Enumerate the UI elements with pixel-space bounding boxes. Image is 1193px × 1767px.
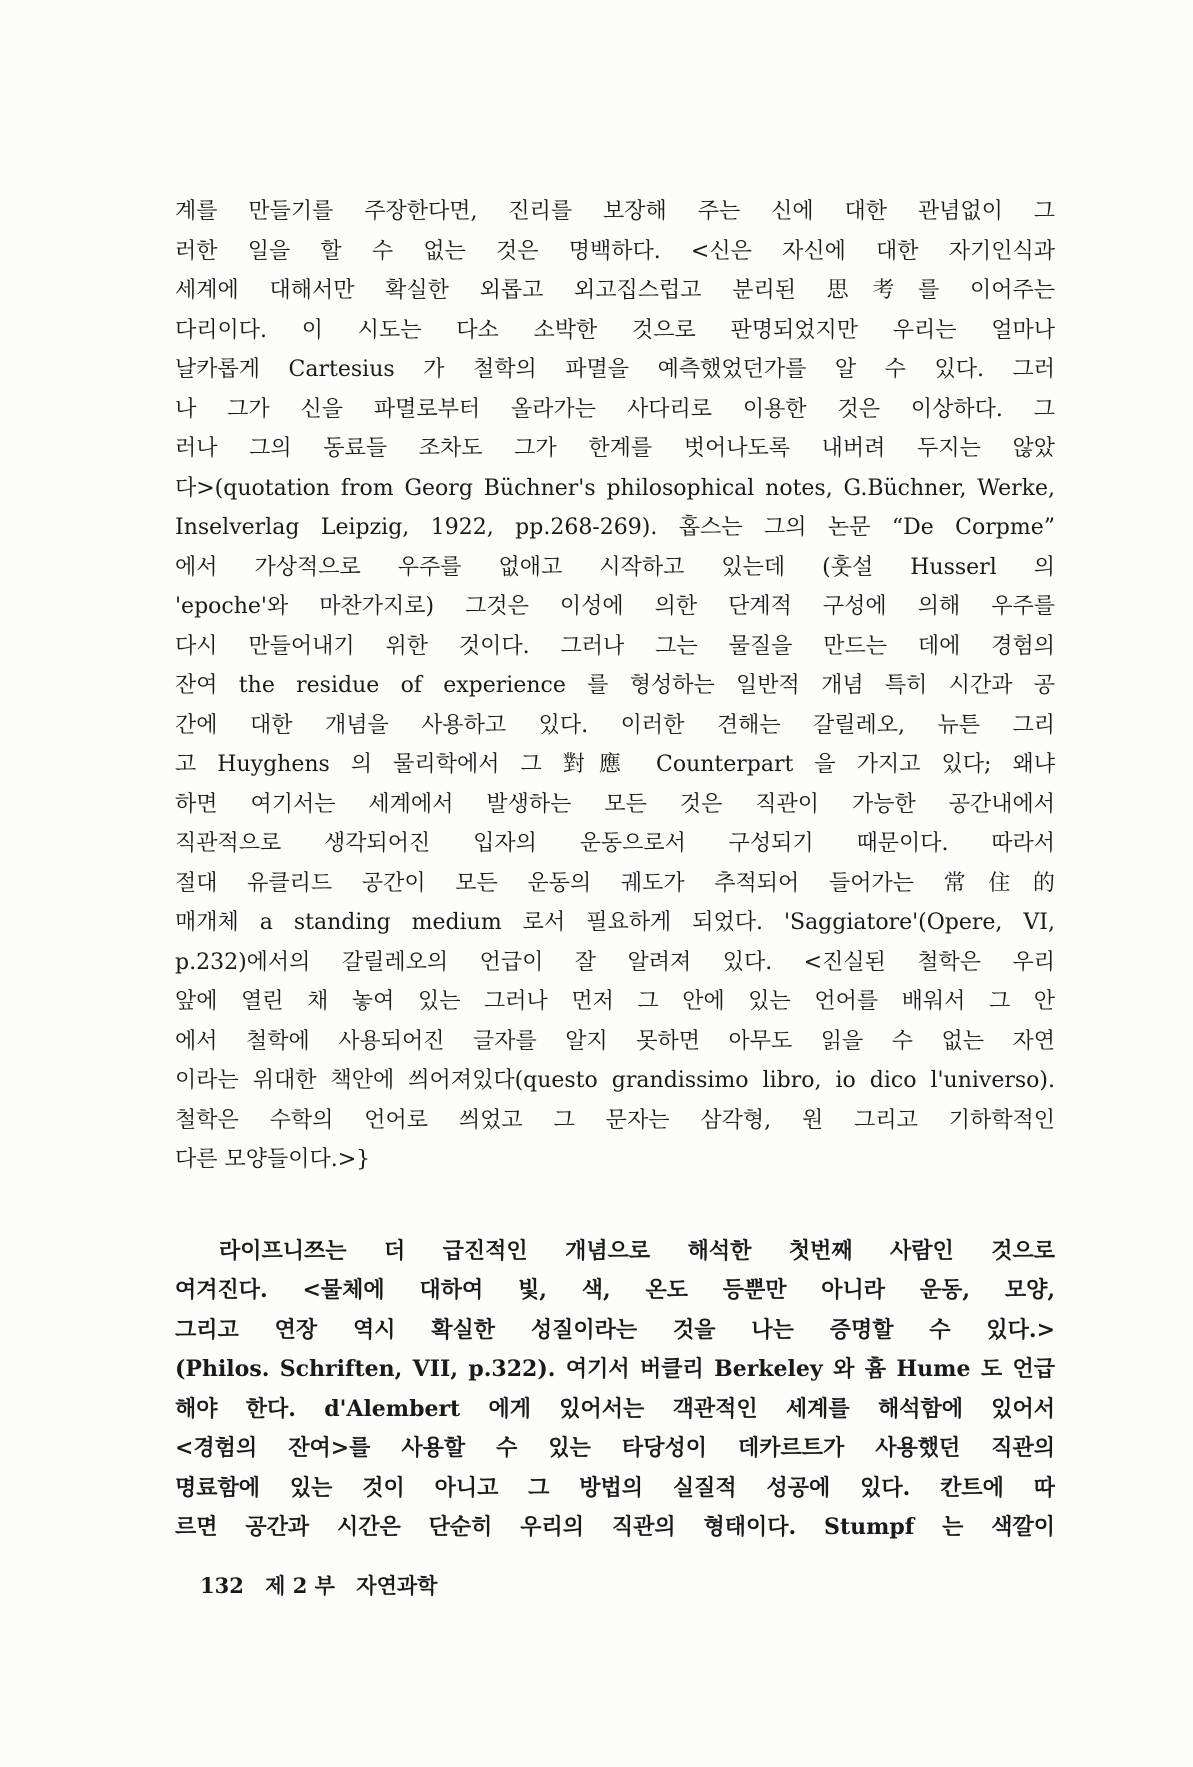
text-line: 다시 만들어내기 위한 것이다. 그러나 그는 물질을 만드는 데에 경험의 bbox=[175, 633, 1055, 659]
text-line: 라이프니쯔는 더 급진적인 개념으로 해석한 첫번째 사람인 것으로 bbox=[219, 1237, 1055, 1264]
text-line: 에서 철학에 사용되어진 글자를 알지 못하면 아무도 읽을 수 없는 자연 bbox=[175, 1028, 1055, 1054]
page-footer bbox=[200, 1570, 451, 1600]
text-line: 하면 여기서는 세계에서 발생하는 모든 것은 직관이 가능한 공간내에서 bbox=[175, 791, 1055, 817]
text-line: 간에 대한 개념을 사용하고 있다. 이러한 견해는 갈릴레오, 뉴튼 그리 bbox=[175, 712, 1055, 738]
text-line: 앞에 열린 채 놓여 있는 그러나 먼저 그 안에 있는 언어를 배워서 그 안 bbox=[175, 989, 1055, 1014]
text-line: <경험의 잔여>를 사용할 수 있는 타당성이 데카르트가 사용했던 직관의 bbox=[175, 1435, 1055, 1461]
text-line: 잔여 the residue of experience 를 형성하는 일반적 개념 특히 시간과 공 bbox=[175, 673, 1055, 698]
text-line: Inselverlag Leipzig, 1922, pp.268-269). 홉스는 그의 논문 “De Corpme” bbox=[175, 515, 1055, 540]
part-label: 제 2 부 bbox=[265, 1573, 335, 1598]
text-line: 명료함에 있는 것이 아니고 그 방법의 실질적 성공에 있다. 칸트에 따 bbox=[175, 1474, 1055, 1501]
text-line: 계를 만들기를 주장한다면, 진리를 보장해 주는 신에 대한 관념없이 그 bbox=[175, 199, 1055, 224]
text-line: 에서 가상적으로 우주를 없애고 시작하고 있는데 (훗설 Husserl 의 bbox=[175, 554, 1055, 580]
paragraph-1 bbox=[175, 192, 1055, 1180]
text-line: 나 그가 신을 파멸로부터 올라가는 사다리로 이용한 것은 이상하다. 그 bbox=[175, 396, 1055, 422]
page-number: 132 bbox=[200, 1573, 244, 1598]
text-line: (Philos. Schriften, VII, p.322). 여기서 버클리 Berkeley 와 흄 Hume 도 언급 bbox=[175, 1356, 1055, 1382]
text-line: 르면 공간과 시간은 단순히 우리의 직관의 형태이다. Stumpf 는 색깔이 bbox=[175, 1514, 1055, 1540]
text-line: 날카롭게 Cartesius 가 철학의 파멸을 예측했었던가를 알 수 있다. 그러 bbox=[175, 357, 1055, 382]
section-label: 자연과학 bbox=[356, 1573, 438, 1598]
text-line: 그리고 연장 역시 확실한 성질이라는 것을 나는 증명할 수 있다.> bbox=[175, 1316, 1055, 1343]
text-line: 고 Huyghens 의 물리학에서 그 對應 Counterpart 을 가지고 있다; 왜냐 bbox=[175, 752, 1055, 777]
text-line: 절대 유클리드 공간이 모든 운동의 궤도가 추적되어 들어가는 常住的 bbox=[175, 870, 1055, 896]
text-line: 여겨진다. <물체에 대하여 빛, 색, 온도 등뿐만 아니라 운동, 모양, bbox=[175, 1277, 1055, 1303]
text-line: 다리이다. 이 시도는 다소 소박한 것으로 판명되었지만 우리는 얼마나 bbox=[175, 317, 1055, 343]
text-line: 해야 한다. d'Alembert 에게 있어서는 객관적인 세계를 해석함에 있어서 bbox=[175, 1395, 1055, 1422]
text-line: 매개체 a standing medium 로서 필요하게 되었다. 'Saggiatore'(Opere, VI, bbox=[175, 910, 1055, 935]
body-text bbox=[175, 192, 1055, 1548]
text-line: 철학은 수학의 언어로 씌었고 그 문자는 삼각형, 원 그리고 기하학적인 bbox=[175, 1107, 1055, 1133]
text-line: 러한 일을 할 수 없는 것은 명백하다. <신은 자신에 대한 자기인식과 bbox=[175, 238, 1055, 264]
text-line: 러나 그의 동료들 조차도 그가 한계를 벗어나도록 내버려 두지는 않았 bbox=[175, 436, 1055, 461]
text-line: p.232)에서의 갈릴레오의 언급이 잘 알려져 있다. <진실된 철학은 우리 bbox=[175, 949, 1055, 975]
text-line: 이라는 위대한 책안에 씌어져있다(questo grandissimo libro, io dico l'universo). bbox=[175, 1068, 1055, 1093]
text-line: 직관적으로 생각되어진 입자의 운동으로서 구성되기 때문이다. 따라서 bbox=[175, 831, 1055, 856]
text-line: 세계에 대해서만 확실한 외롭고 외고집스럽고 분리된 思考를 이어주는 bbox=[175, 278, 1055, 303]
paragraph-2 bbox=[175, 1232, 1055, 1548]
text-line: 다른 모양들이다.>} bbox=[175, 1147, 371, 1172]
text-line: 'epoche'와 마찬가지로) 그것은 이성에 의한 단계적 구성에 의해 우주를 bbox=[175, 594, 1055, 619]
text-line: 다>(quotation from Georg Büchner's philosophical notes, G.Büchner, Werke, bbox=[175, 475, 1055, 501]
